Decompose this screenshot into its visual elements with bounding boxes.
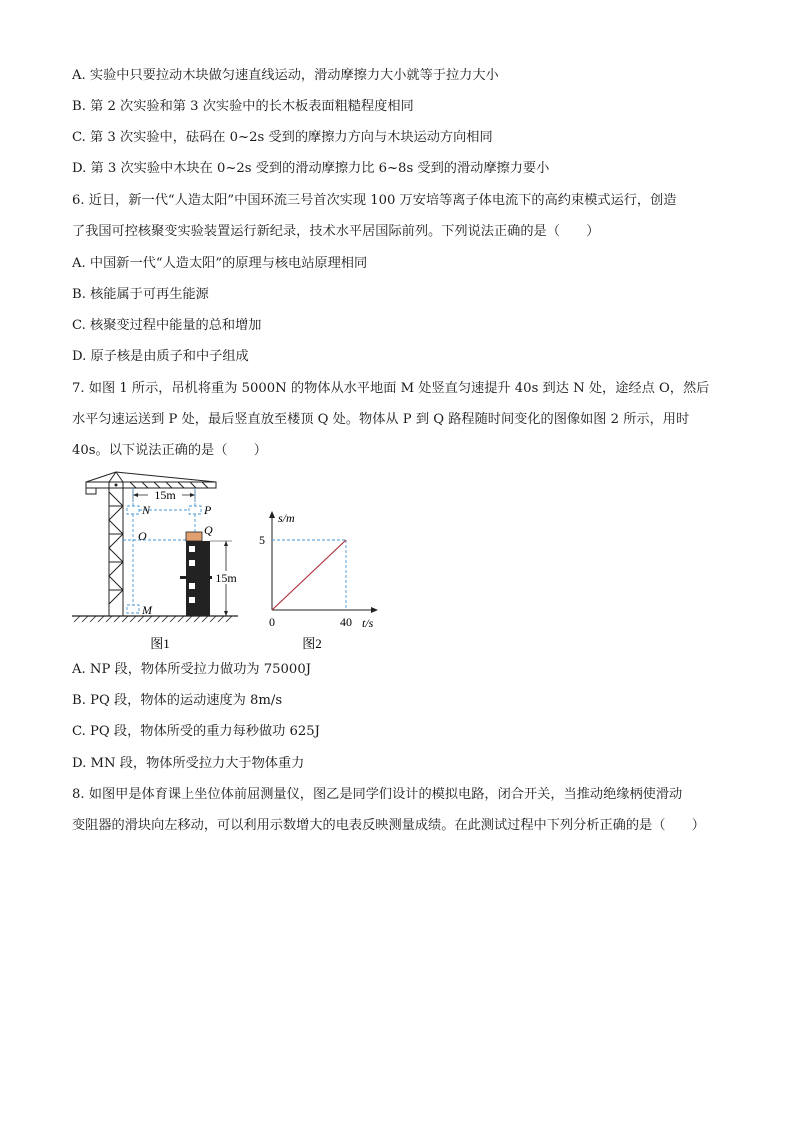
series-line [272, 540, 346, 610]
question-6-line-2: 了我国可控核聚变实验装置运行新纪录，技术水平居国际前列。下列说法正确的是（ ） [72, 224, 600, 239]
origin-label: 0 [269, 615, 275, 629]
option-5a: A. 实验中只要拉动木块做匀速直线运动，滑动摩擦力大小就等于拉力大小 [72, 68, 499, 83]
option-7b: B. PQ 段，物体的运动速度为 8m/s [72, 693, 283, 708]
question-8-line-2: 变阻器的滑块向左移动，可以利用示数增大的电表反映测量成绩。在此测试过程中下列分析正确的是（ ） [72, 818, 705, 833]
y-tick-label: 5 [259, 533, 265, 547]
figure-1-crane [72, 472, 240, 651]
option-6c: C. 核聚变过程中能量的总和增加 [72, 318, 262, 333]
figures [60, 462, 390, 657]
label-15m-width: 15m [154, 488, 176, 502]
y-axis-label: s/m [278, 511, 295, 525]
option-5c: C. 第 3 次实验中，砝码在 0~2s 受到的摩擦力方向与木块运动方向相同 [72, 130, 493, 145]
label-15m-height: 15m [215, 571, 237, 585]
figure-2-graph [259, 511, 378, 651]
question-8-line-1: 8. 如图甲是体育课上坐位体前屈测量仪，图乙是同学们设计的模拟电路，闭合开关，当推动绝缘柄使滑动 [72, 787, 683, 802]
label-o: O [138, 529, 147, 543]
label-m: M [142, 603, 152, 617]
question-7-line-1: 7. 如图 1 所示，吊机将重为 5000N 的物体从水平地面 M 处竖直匀速提升 40s 到达 N 处，途经点 O，然后 [72, 381, 710, 396]
figure-2-caption: 图2 [302, 636, 322, 651]
option-5b: B. 第 2 次实验和第 3 次实验中的长木板表面粗糙程度相同 [72, 99, 414, 114]
question-7-line-3: 40s。以下说法正确的是（ ） [72, 443, 267, 458]
option-7d: D. MN 段，物体所受拉力大于物体重力 [72, 756, 305, 771]
question-7-line-2: 水平匀速运送到 P 处，最后竖直放至楼顶 Q 处。物体从 P 到 Q 路程随时间变化的图像如图 2 所示，用时 [72, 412, 690, 427]
option-6a: A. 中国新一代“人造太阳”的原理与核电站原理相同 [72, 256, 368, 271]
label-p: P [204, 503, 212, 517]
x-axis-label: t/s [362, 616, 374, 630]
label-n: N [142, 503, 151, 517]
label-q: Q [204, 523, 213, 537]
option-6b: B. 核能属于可再生能源 [72, 287, 209, 302]
option-5d: D. 第 3 次实验中木块在 0~2s 受到的滑动摩擦力比 6~8s 受到的滑动摩擦力要小 [72, 161, 550, 176]
figure-1-caption: 图1 [150, 636, 170, 651]
option-6d: D. 原子核是由质子和中子组成 [72, 349, 249, 364]
option-7a: A. NP 段，物体所受拉力做功为 75000J [72, 662, 312, 677]
question-6-line-1: 6. 近日，新一代“人造太阳”中国环流三号首次实现 100 万安培等离子体电流下的高约束模式运行，创造 [72, 193, 677, 208]
x-tick-label: 40 [340, 615, 352, 629]
option-7c: C. PQ 段，物体所受的重力每秒做功 625J [72, 724, 320, 739]
